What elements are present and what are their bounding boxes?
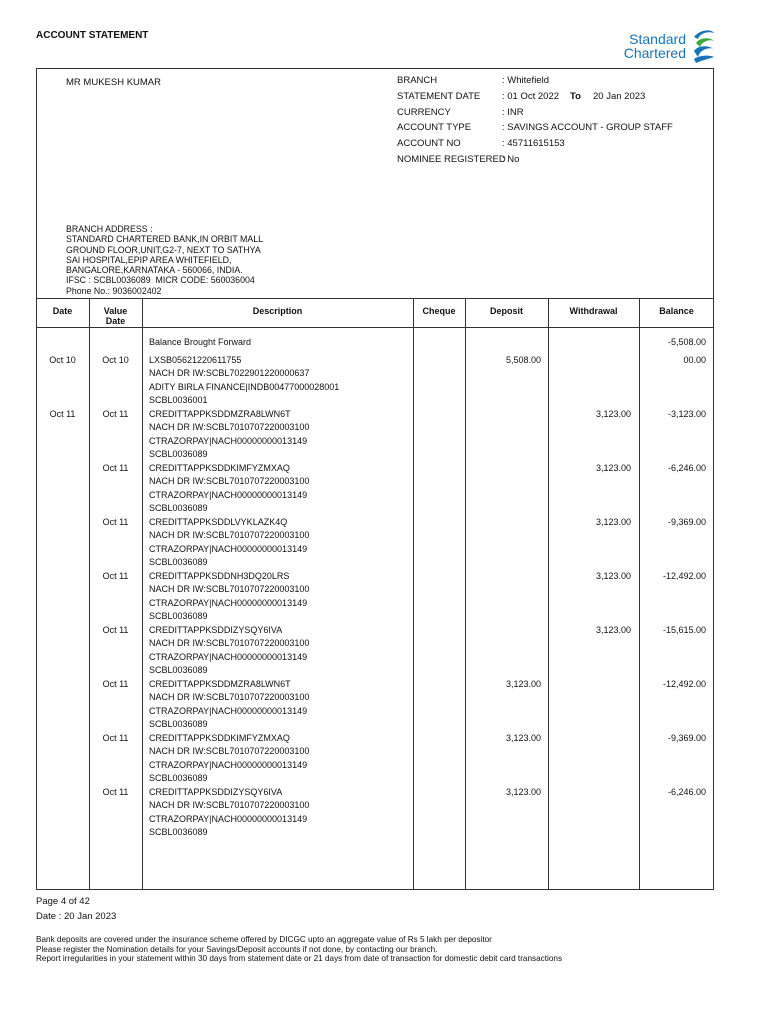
header-value-date-line1: Value: [103, 306, 128, 316]
footer-date: Date : 20 Jan 2023: [36, 911, 117, 922]
header-balance: Balance: [659, 306, 694, 316]
cell-description: CREDITTAPPKSDDIZYSQY6IVA: [149, 624, 283, 635]
cell-value-date: Oct 11: [102, 462, 129, 473]
footer-notes: [36, 935, 562, 964]
cell-withdrawal: 3,123.00: [595, 624, 631, 635]
cell-deposit: 3,123.00: [505, 732, 541, 743]
cell-description: NACH DR IW:SCBL7010707220003100: [149, 584, 310, 594]
cell-value-date: Oct 11: [102, 570, 129, 581]
cell-description: CTRAZORPAY|NACH00000000013149: [149, 705, 308, 716]
cell-description: NACH DR IW:SCBL7010707220003100: [149, 476, 310, 486]
logo-wordmark: [614, 32, 686, 60]
col-divider: [413, 298, 414, 890]
cell-description: NACH DR IW:SCBL7010707220003100: [149, 422, 310, 432]
cell-description: CREDITTAPPKSDDLVYKLAZK4Q: [149, 516, 288, 527]
header-withdrawal: Withdrawal: [569, 306, 618, 316]
col-divider: [548, 298, 549, 890]
info-label: ACCOUNT TYPE: [397, 122, 472, 134]
cell-description: CTRAZORPAY|NACH00000000013149: [149, 813, 308, 824]
cell-balance: -15,615.00: [662, 624, 706, 635]
cell-description: CTRAZORPAY|NACH00000000013149: [149, 435, 308, 446]
cell-description: CTRAZORPAY|NACH00000000013149: [149, 759, 308, 770]
cell-description: CTRAZORPAY|NACH00000000013149: [149, 489, 308, 500]
cell-description: Balance Brought Forward: [149, 337, 252, 347]
address-line: BRANCH ADDRESS :: [66, 224, 153, 234]
info-label: NOMINEE REGISTERED: [397, 154, 506, 165]
cell-description: CTRAZORPAY|NACH00000000013149: [149, 651, 308, 662]
footer-note: Please register the Nomination details for your Savings/Deposit accounts if not done, by contacting our branch.: [36, 944, 438, 954]
cell-value-date: Oct 10: [102, 354, 129, 365]
logo-swoosh-icon: [690, 27, 718, 65]
header-cheque: Cheque: [422, 306, 456, 316]
cell-description: CTRAZORPAY|NACH00000000013149: [149, 597, 308, 608]
cell-balance: -6,246.00: [667, 462, 706, 473]
cell-description: CTRAZORPAY|NACH00000000013149: [149, 543, 308, 554]
cell-description: CREDITTAPPKSDDMZRA8LWN6T: [149, 678, 291, 689]
cell-value-date: Oct 11: [102, 516, 129, 527]
cell-description: CREDITTAPPKSDDKIMFYZMXAQ: [149, 732, 290, 743]
address-line: STANDARD CHARTERED BANK,IN ORBIT MALL: [66, 234, 263, 245]
col-divider: [639, 298, 640, 890]
cell-description: CREDITTAPPKSDDKIMFYZMXAQ: [149, 462, 290, 473]
cell-balance: -9,369.00: [667, 516, 706, 527]
footer-note: Bank deposits are covered under the insurance scheme offered by DICGC upto an aggregate value of Rs 5 lakh per depositor: [36, 935, 492, 944]
info-label: BRANCH: [397, 75, 438, 86]
cell-description: SCBL0036089: [149, 773, 208, 783]
cell-balance: -5,508.00: [667, 337, 706, 347]
cell-balance: 00.00: [683, 354, 706, 365]
bank-logo: [610, 27, 720, 67]
cell-description: SCBL0036089: [149, 503, 208, 513]
info-label: STATEMENT DATE: [397, 90, 481, 102]
info-value: : Whitefield: [502, 75, 549, 86]
cell-description: CREDITTAPPKSDDNH3DQ20LRS: [149, 570, 290, 581]
table-top-border: [36, 298, 714, 299]
account-holder-name: MR MUKESH KUMAR: [66, 77, 162, 88]
cell-balance: -12,492.00: [662, 570, 706, 581]
cell-description: SCBL0036089: [149, 611, 208, 621]
cell-description: NACH DR IW:SCBL7010707220003100: [149, 638, 310, 648]
info-to-value: 20 Jan 2023: [593, 90, 646, 102]
col-divider: [142, 298, 143, 890]
cell-withdrawal: 3,123.00: [595, 570, 631, 581]
cell-description: ADITY BIRLA FINANCE|INDB00477000028001: [149, 381, 340, 392]
cell-description: NACH DR IW:SCBL7010707220003100: [149, 692, 310, 702]
logo-line-2: Chartered: [623, 45, 686, 61]
cell-description: LXSB05621220611755: [149, 354, 242, 365]
address-line: BANGALORE,KARNATAKA - 560066, INDIA.: [66, 265, 243, 276]
cell-withdrawal: 3,123.00: [595, 408, 631, 419]
table-header-border: [36, 327, 714, 328]
branch-address: [66, 224, 263, 296]
cell-value-date: Oct 11: [102, 678, 129, 689]
cell-balance: -12,492.00: [662, 678, 706, 689]
footer-note: Report irregularities in your statement within 30 days from statement date or 21 days from date of transaction for domestic debit card transactions: [36, 954, 563, 963]
cell-date: Oct 10: [49, 354, 76, 365]
cell-deposit: 3,123.00: [505, 678, 541, 689]
logo-line-1: Standard: [629, 31, 686, 47]
address-line: SAI HOSPITAL,EPIP AREA WHITEFIELD,: [66, 254, 232, 265]
cell-value-date: Oct 11: [102, 408, 129, 419]
col-divider: [89, 298, 90, 890]
cell-balance: -3,123.00: [667, 408, 706, 419]
cell-description: SCBL0036089: [149, 665, 208, 675]
info-value: : 01 Oct 2022: [502, 90, 560, 102]
info-label: CURRENCY: [397, 106, 451, 118]
col-divider: [465, 298, 466, 890]
cell-description: SCBL0036001: [149, 395, 208, 405]
cell-description: NACH DR IW:SCBL7022901220000637: [149, 368, 310, 378]
cell-description: NACH DR IW:SCBL7010707220003100: [149, 800, 310, 810]
cell-value-date: Oct 11: [102, 786, 129, 797]
cell-deposit: 5,508.00: [505, 354, 541, 365]
header-deposit: Deposit: [489, 306, 523, 316]
cell-description: SCBL0036089: [149, 557, 208, 567]
info-label: ACCOUNT NO: [397, 138, 461, 150]
info-to-label: To: [570, 90, 581, 102]
address-line: GROUND FLOOR,UNIT,G2-7, NEXT TO SATHYA: [66, 244, 261, 255]
header-value-date: [89, 306, 142, 326]
cell-description: CREDITTAPPKSDDMZRA8LWN6T: [149, 408, 291, 419]
cell-balance: -6,246.00: [667, 786, 706, 797]
statement-box: [36, 68, 714, 890]
cell-withdrawal: 3,123.00: [595, 516, 631, 527]
cell-description: SCBL0036089: [149, 827, 208, 837]
header-value-date-line2: Date: [105, 316, 126, 326]
document-title: ACCOUNT STATEMENT: [36, 30, 149, 41]
cell-description: SCBL0036089: [149, 719, 208, 729]
cell-value-date: Oct 11: [102, 732, 129, 743]
header-description: Description: [252, 306, 303, 316]
cell-description: NACH DR IW:SCBL7010707220003100: [149, 530, 310, 540]
cell-description: NACH DR IW:SCBL7010707220003100: [149, 746, 310, 756]
address-line: IFSC : SCBL0036089 MICR CODE: 560036004: [66, 275, 255, 286]
cell-description: SCBL0036089: [149, 449, 208, 459]
cell-value-date: Oct 11: [102, 624, 129, 635]
cell-balance: -9,369.00: [667, 732, 706, 743]
info-value: : No: [502, 154, 520, 165]
page-number: Page 4 of 42: [36, 896, 90, 907]
header-date: Date: [52, 306, 73, 316]
cell-description: CREDITTAPPKSDDIZYSQY6IVA: [149, 786, 283, 797]
info-value: : SAVINGS ACCOUNT - GROUP STAFF: [502, 122, 673, 134]
cell-withdrawal: 3,123.00: [595, 462, 631, 473]
cell-deposit: 3,123.00: [505, 786, 541, 797]
info-value: : INR: [502, 106, 524, 118]
info-value: : 45711615153: [502, 138, 565, 150]
cell-date: Oct 11: [49, 408, 76, 419]
address-line: Phone No.: 9036002402: [66, 285, 162, 296]
